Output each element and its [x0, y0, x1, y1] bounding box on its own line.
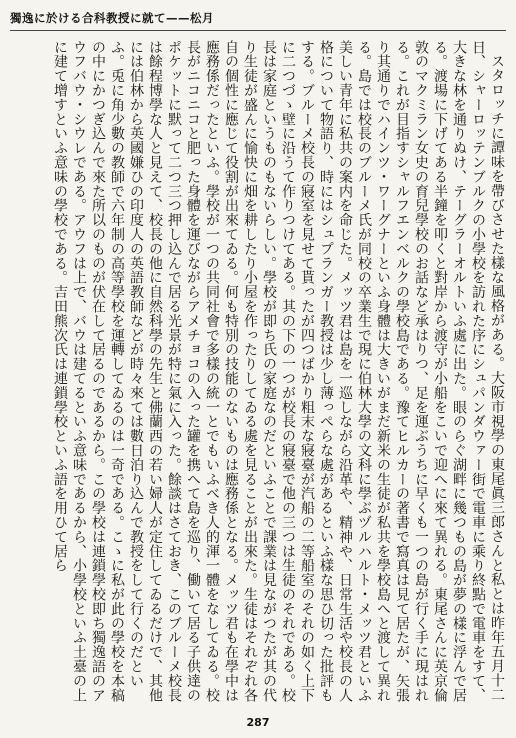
- running-header: 獨逸に於ける合科教授に就て——松月: [10, 11, 214, 25]
- header-rule: [10, 30, 506, 31]
- body-text-column: [10, 40, 506, 708]
- page-number: 287: [246, 716, 270, 729]
- body-paragraph: スタロッチに譚味を帶びさせた樣な風格がある。大阪市視學の東尾眞三郎さんと私とは昨年五月十二日、シャーロッテンブルクの小學校を訪れた序にシュパンダウァー街で電車に乘り終點で電車をすて、大きな林を通りぬけ、テーグラーオルトいふ處に出た。眼のらぐ湖畔に幾つもの島が夢の樣に浮んで居る。渡場に下げてある半鐘を叩くと對岸から渡守が小船をこいで迎へに來て異れる。東尾さんに英京倫敦のマクミラン女史の育兒學校のお話など承はりつ、足を運ぶうちに早くも一つの島が行く手に現はれる。これが目指すシャルフエンベルクの學校島である。豫てヒルカーの著書で寫真は見て居たが、矢張り其通りでハインツ・ワーグナーといふ身體は大きいがまだ新米の生徒が私共を學校島へと渡して異れる。島では校長のブルーメ氏が同校の卒業生で現に伯林大學の文科に學ぶヅルハルト・メッツ君といふ美しい青年に私共の案内を命じた。メッツ君は島を一巡しながら沿革や、精神や、日常生活や校長の人格について物語り、時にはシュプランガー教授は少し薄っぺらな處があるといふ樣な思ひ切った批評もする。ブルーメ校長の寢室を見せて貰ったが四つばかり粗末な寢臺が汽船の二等船室のそれの如く上下に二つづゝ壁に沿うて作りつけてある。其の下の一つが校長の寢臺で他の三つは生徒のそれである。校長は家庭というものもないらしい。學校が即ち氏の家庭なのだといふことで課業は見ながつたが其の代り生徒が盛んに愉快に畑を耕したり小屋を作ったりしてゐる處を見ることが出來た。生徒はそれぞれ各自の個性に應じて役割が出來てゐる。何も特別の技能のないものは應務係となる。メッツ君も在學中は應務係だったといふ。學校が一つの共同社會で多樣の統一とでもいふべき人的渾一體をなしてゐる。校長がニコニコと肥った身體を運びながらアメチョコの入った罐を携へて島を巡り、働いて居る子供達のポケットに默って二つ三つ押し込んで居る光景が特に氣に入った。餘談はさておき、このブルーメ校長は餘程博學な人と見えて、校長の他に自然科學の先生と佛蘭西の若い婦人が定住してゐるだけで、其他には伯林から英國嫌ひの印度人の英語教師などが時々來ては數日泊り込んで教授をして行くのだといふ。兎に角少數の教師で六年制の高等學校を運轉してゐるのは一奇である。こゝに私が此の學校を本稿の中にかつぎ込んで來た所以のものが伏在して居るのであるから。この學校は連鎖學校即ち獨逸語のアウフバウ・シウレである。アウフは上で、バウは建てるといふ意味であるから、小學校といふ土臺の上に建て增すといふ意味の學校である。吉田熊次氏は連鎖學校といふ語を用ひて居ら: [52, 40, 505, 703]
